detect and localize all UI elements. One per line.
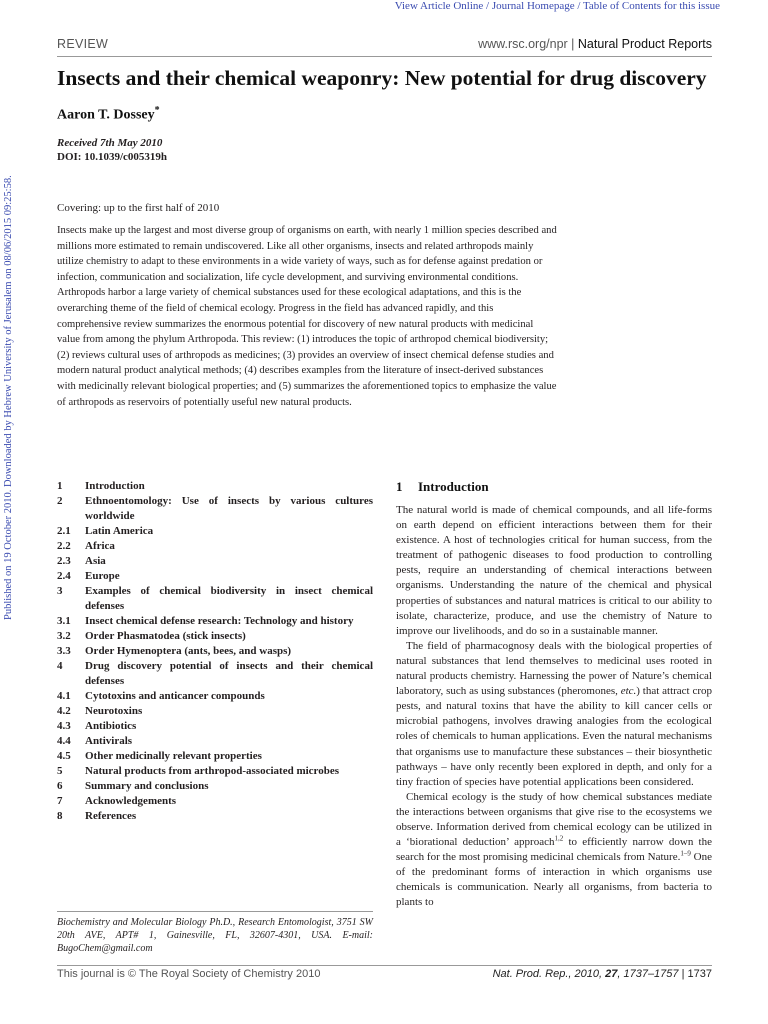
header-rule xyxy=(57,56,712,57)
citation-year: , 2010, xyxy=(568,968,606,980)
section-title: Introduction xyxy=(418,479,489,494)
toc-entry[interactable] xyxy=(57,644,373,659)
toc-entry[interactable] xyxy=(57,659,373,689)
author-name: Aaron T. Dossey xyxy=(57,107,155,123)
toc-entry-number: 2.1 xyxy=(57,525,71,537)
toc-entry-title: Other medicinally relevant properties xyxy=(85,750,262,762)
corresponding-author-mark: * xyxy=(154,105,160,116)
header-right xyxy=(478,37,712,51)
paragraph xyxy=(396,790,712,911)
toc-entry-number: 4.2 xyxy=(57,705,71,717)
table-of-contents xyxy=(57,479,373,824)
paragraph-text: One of the predominant forms of interaction in which organisms use chemicals is communication. Nearly all organisms, from bacteria to plants to xyxy=(396,851,712,909)
toc-entry[interactable] xyxy=(57,479,373,494)
toc-entry-title: Antibiotics xyxy=(85,720,137,732)
toc-entry-title: Order Phasmatodea (stick insects) xyxy=(85,630,246,642)
toc-entry[interactable] xyxy=(57,584,373,614)
download-stamp: Published on 19 October 2010. Downloaded by Hebrew University of Jerusalem on 08/06/2015 09:25:58. xyxy=(3,175,14,620)
citation xyxy=(493,968,712,980)
toc-entry-title: Asia xyxy=(85,555,106,567)
abstract: Insects make up the largest and most diverse group of organisms on earth, with nearly 1 million species described and millions more estimated to remain undiscovered. Like all other organisms, insects and related arthropods mainly utilize chemistry to adapt to these environments in a wide variety of ways, such as for defense against predation or infection, communication and socialization, life cycle development, and surviving environmental conditions. Arthropods harbor a large variety of chemical substances used for these ecological adaptations, and this is the overarching theme of the field of chemical ecology. Progress in the field has advanced rapidly, and this comprehensive review summarizes the enormous potential for discovery of new natural products with medicinal value from among the phylum Arthropoda. This review: (1) introduces the topic of arthropod chemical biodiversity; (2) reviews cultural uses of arthropods as medicines; (3) provides an overview of insect chemical defense studies and modern natural product analytical methods; (4) describes examples from the literature of insect-derived substances with medicinally relevant biological properties; and (5) summarizes the aforementioned topics to emphasize the value of arthropods as reservoirs of potentially useful new natural products. xyxy=(57,225,557,408)
toc-entry-title: Cytotoxins and anticancer compounds xyxy=(85,690,265,702)
paragraph-text: to efficiently narrow down the search for the most promising medicinal chemicals from Nature. xyxy=(396,836,712,864)
toc-entry-number: 3.3 xyxy=(57,645,71,657)
journal-url: www.rsc.org/npr xyxy=(478,37,568,51)
footnote-rule xyxy=(57,911,373,912)
toc-entry[interactable] xyxy=(57,554,373,569)
toc-entry-number: 4.1 xyxy=(57,690,71,702)
toc-entry-title: Acknowledgements xyxy=(85,795,177,807)
toc-entry[interactable] xyxy=(57,704,373,719)
toc-entry-title: Drug discovery potential of insects and their chemical defenses xyxy=(85,660,373,687)
page-range: , 1737–1757 xyxy=(617,968,679,980)
toc-entry-title: Examples of chemical biodiversity in insect chemical defenses xyxy=(85,585,373,612)
toc-entry-number: 3.1 xyxy=(57,615,71,627)
toc-entry-number: 4.3 xyxy=(57,720,71,732)
volume-number: 27 xyxy=(605,968,618,980)
toc-entry-number: 3 xyxy=(57,585,63,597)
toc-entry-title: Europe xyxy=(85,570,120,582)
paragraph-text: The field of pharmacognosy deals with the biological properties of natural substances that lend themselves to medicinal uses rooted in natural products chemistry. Harnessing the power of Nature’s chemical laboratory, such as using substances (pheromones, xyxy=(396,639,712,698)
toc-entry-number: 4.4 xyxy=(57,735,71,747)
toc-entry-number: 6 xyxy=(57,780,63,792)
copyright-notice: This journal is © The Royal Society of Chemistry 2010 xyxy=(57,968,321,980)
toc-entry[interactable] xyxy=(57,719,373,734)
article-type-label: REVIEW xyxy=(57,37,109,51)
citation-ref[interactable]: 1,2 xyxy=(554,834,564,843)
author-affiliation-footnote: Biochemistry and Molecular Biology Ph.D., Research Entomologist, 3751 SW 20th AVE, APT# 1, Gainesville, FL, 32607-4301, USA. E-mail: BugoChem@gmail.com xyxy=(57,917,373,954)
toc-entry[interactable] xyxy=(57,614,373,629)
page-footer xyxy=(57,968,712,982)
journal-header xyxy=(57,37,712,55)
toc-entry-title: Neurotoxins xyxy=(85,705,143,717)
section-number: 1 xyxy=(396,479,403,494)
toc-entry-title: Africa xyxy=(85,540,115,552)
toc-entry[interactable] xyxy=(57,764,373,779)
paragraph: The natural world is made of chemical compounds, and all life-forms on earth depend on efficient interactions between them for their existence. A host of technologies critical for human success, from the treatment of pathogenic diseases to food production to controlling pests, require an understanding of chemical interactions between organisms. Understanding the nature of the chemical and physical properties of substances and natural matrices is critical to our ability to isolate, characterize, produce, and use the chemistry of Nature to improve our livelihoods, and do so in a sustainable manner. xyxy=(396,504,712,637)
article-title: Insects and their chemical weaponry: New potential for drug discovery xyxy=(57,66,707,90)
citation-ref[interactable]: 1–9 xyxy=(680,849,691,858)
toc-entry-number: 4 xyxy=(57,660,63,672)
toc-entry[interactable] xyxy=(57,569,373,584)
toc-entry-title: Natural products from arthropod-associated microbes xyxy=(85,765,340,777)
toc-entry[interactable] xyxy=(57,524,373,539)
toc-entry-number: 2.2 xyxy=(57,540,71,552)
toc-entry-number: 1 xyxy=(57,480,63,492)
toc-entry[interactable] xyxy=(57,749,373,764)
toc-entry-title: Insect chemical defense research: Technology and history xyxy=(85,615,354,627)
received-date: Received 7th May 2010 xyxy=(57,137,163,149)
view-article-online-link[interactable]: View Article Online xyxy=(394,0,484,12)
toc-entry-title: Antivirals xyxy=(85,735,133,747)
body-text-column xyxy=(396,503,712,911)
doi: DOI: 10.1039/c005319h xyxy=(57,151,167,163)
italic-text: etc. xyxy=(620,685,637,698)
toc-entry[interactable] xyxy=(57,779,373,794)
toc-entry-number: 7 xyxy=(57,795,63,807)
toc-entry-title: Order Hymenoptera (ants, bees, and wasps) xyxy=(85,645,292,657)
toc-entry[interactable] xyxy=(57,539,373,554)
link-separator: / xyxy=(483,0,492,12)
section-heading xyxy=(396,479,489,495)
paragraph-text: ) that attract crop pests, and natural toxins that have the ability to kill cancer cells or microbial pathogens, involves drawing analogies from the ecological roles of chemicals to human applications. Even the natural mechanisms that organisms use to manufacture these substances – their biosynthetic pathways – have only recently been explored in depth, and only for a tiny fraction of species have potential applications been considered. xyxy=(396,685,712,788)
toc-entry-number: 3.2 xyxy=(57,630,71,642)
link-separator: / xyxy=(574,0,583,12)
paragraph xyxy=(396,639,712,790)
toc-entry-number: 2.3 xyxy=(57,555,71,567)
toc-entry-number: 5 xyxy=(57,765,63,777)
footer-divider: | xyxy=(681,968,685,980)
toc-entry[interactable] xyxy=(57,689,373,704)
covering-statement: Covering: up to the first half of 2010 xyxy=(57,202,220,214)
toc-entry-number: 8 xyxy=(57,810,63,822)
author-line xyxy=(57,105,160,124)
toc-entry-title: Latin America xyxy=(85,525,154,537)
table-of-contents-link[interactable]: Table of Contents for this issue xyxy=(582,0,720,12)
toc-entry-title: References xyxy=(85,810,137,822)
toc-entry[interactable] xyxy=(57,734,373,749)
toc-entry-title: Summary and conclusions xyxy=(85,780,209,792)
journal-name: Natural Product Reports xyxy=(577,37,712,51)
header-divider: | xyxy=(571,37,575,51)
toc-entry[interactable] xyxy=(57,494,373,524)
toc-entry-number: 2.4 xyxy=(57,570,71,582)
top-links-bar xyxy=(0,0,720,12)
journal-abbrev: Nat. Prod. Rep. xyxy=(492,968,569,980)
toc-entry[interactable] xyxy=(57,794,373,809)
toc-entry-number: 4.5 xyxy=(57,750,71,762)
paragraph-text: Chemical ecology is the study of how chemical substances mediate the interactions between organisms that give rise to the ecosystems we observe. Information derived from chemical ecology can be utilized in a ‘biorational deduction’ approach xyxy=(396,790,712,849)
page-number: 1737 xyxy=(687,968,712,980)
journal-homepage-link[interactable]: Journal Homepage xyxy=(491,0,575,12)
footer-rule xyxy=(57,965,712,966)
toc-entry-title: Introduction xyxy=(85,480,145,492)
toc-entry-number: 2 xyxy=(57,495,63,507)
toc-entry[interactable] xyxy=(57,629,373,644)
toc-entry[interactable] xyxy=(57,809,373,824)
toc-entry-title: Ethnoentomology: Use of insects by various cultures worldwide xyxy=(85,495,373,522)
